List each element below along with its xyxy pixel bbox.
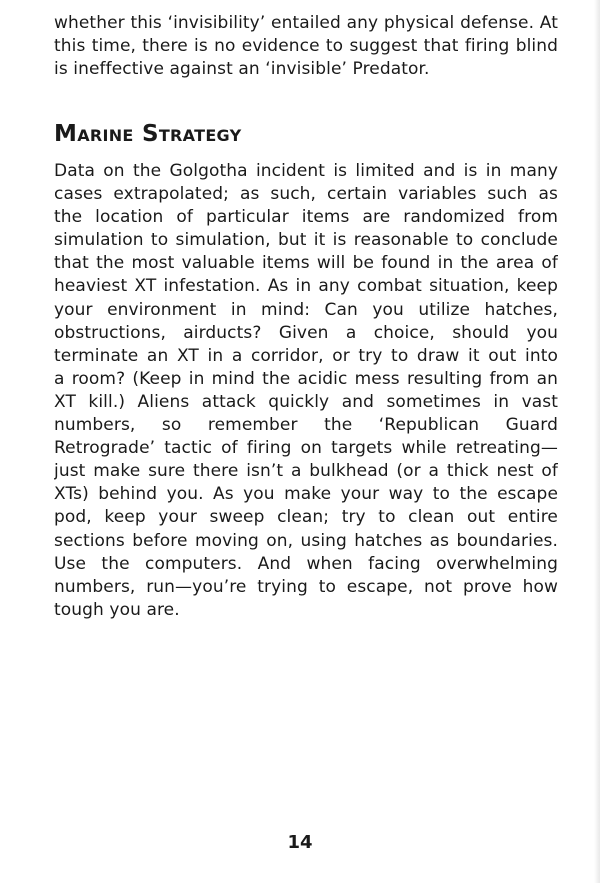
section-heading: Marine Strategy: [54, 121, 242, 147]
text-line: Use the computers. And when facing overwhelming: [54, 553, 558, 574]
text-line: Data on the Golgotha incident is limited and is in many: [54, 161, 558, 181]
text-line: numbers, so remember the ‘Republican Guard: [54, 415, 558, 436]
text-line: just make sure there isn’t a bulkhead (or a thick nest of: [54, 461, 558, 482]
text-line: whether this ‘invisibility’ entailed any physical defense. At: [54, 13, 558, 33]
text-line: a room? (Keep in mind the acidic mess resulting from an: [54, 368, 558, 389]
text-line: simulation to simulation, but it is reasonable to conclude: [54, 230, 558, 251]
text-line: is ineffective against an ‘invisible’ Predator.: [54, 59, 430, 80]
text-line: the location of particular items are randomized from: [54, 207, 558, 228]
text-line: heaviest XT infestation. As in any combat situation, keep: [54, 276, 558, 297]
text-line: your environment in mind: Can you utilize hatches,: [54, 299, 558, 320]
text-line: Retrograde’ tactic of firing on targets while retreating—: [54, 438, 558, 459]
text-line: cases extrapolated; as such, certain variables such as: [54, 184, 558, 205]
text-line: terminate an XT in a corridor, or try to draw it out into: [54, 345, 558, 366]
page-edge-shadow: [594, 0, 600, 883]
intro-paragraph: [54, 12, 558, 81]
text-line: obstructions, airducts? Given a choice, should you: [54, 322, 558, 343]
text-line: XTs) behind you. As you make your way to the escape: [54, 484, 558, 505]
text-line: sections before moving on, using hatches as boundaries.: [54, 530, 558, 551]
marine-strategy-paragraph: [54, 160, 558, 622]
text-line: tough you are.: [54, 599, 180, 620]
text-line: that the most valuable items will be found in the area of: [54, 253, 558, 274]
text-line: this time, there is no evidence to suggest that firing blind: [54, 36, 558, 57]
text-line: numbers, run—you’re trying to escape, not prove how: [54, 576, 558, 597]
page-number: 14: [287, 832, 313, 853]
text-line: XT kill.) Aliens attack quickly and sometimes in vast: [54, 391, 558, 412]
text-line: pod, keep your sweep clean; try to clean out entire: [54, 507, 558, 528]
